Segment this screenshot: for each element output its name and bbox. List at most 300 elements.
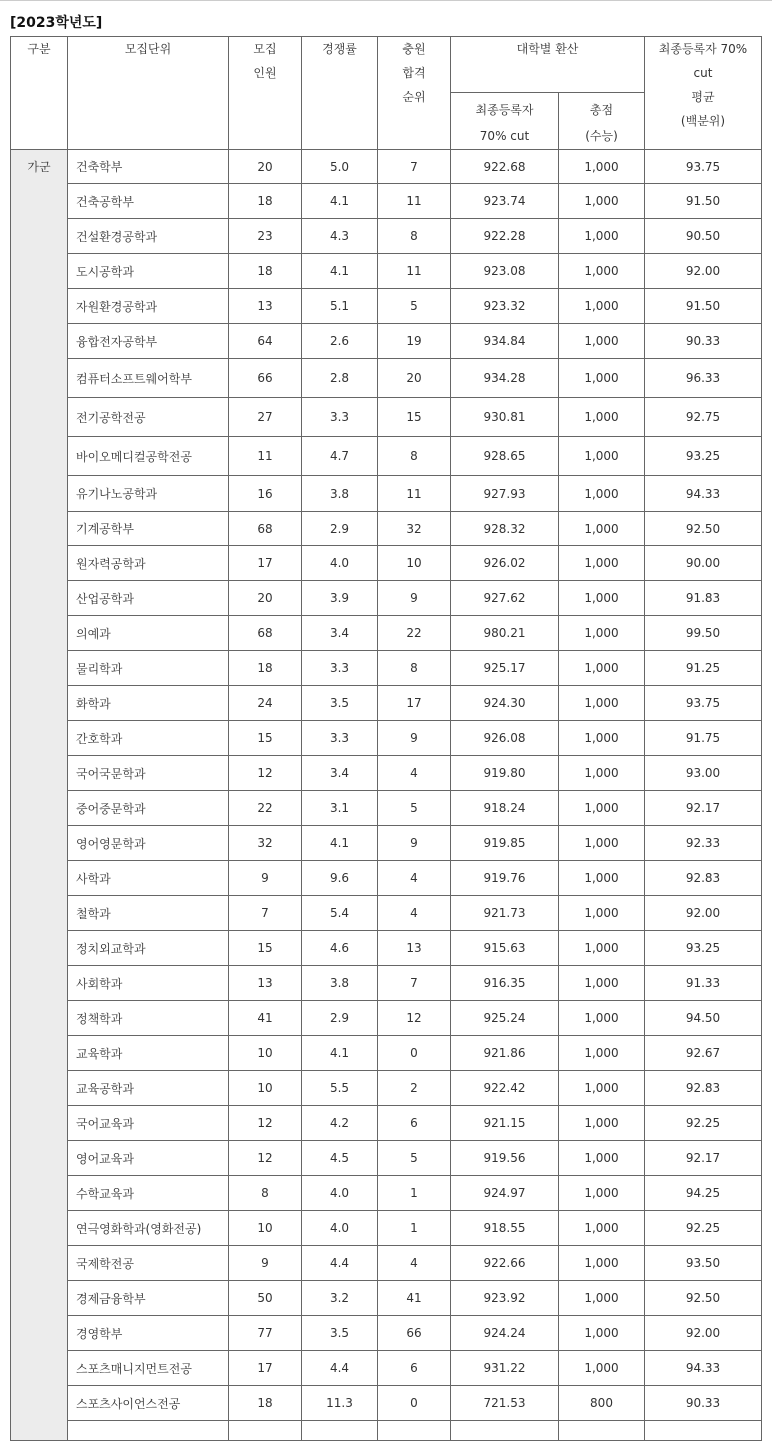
conv-cut-cell: 923.32 xyxy=(451,289,559,324)
conv-cut-cell: 924.97 xyxy=(451,1176,559,1211)
group-label: 가군 xyxy=(11,150,68,1441)
total-score-cell: 1,000 xyxy=(559,861,645,896)
quota-cell: 68 xyxy=(229,616,302,651)
quota-cell: 18 xyxy=(229,651,302,686)
ratio-cell: 4.5 xyxy=(302,1141,378,1176)
ratio-cell: 4.1 xyxy=(302,826,378,861)
table-row xyxy=(11,861,762,896)
percentile-cell: 93.25 xyxy=(645,437,762,476)
table-row xyxy=(11,966,762,1001)
total-score-cell: 1,000 xyxy=(559,1316,645,1351)
rank-cell: 10 xyxy=(378,546,451,581)
ratio-cell: 2.9 xyxy=(302,512,378,546)
quota-cell: 10 xyxy=(229,1036,302,1071)
rank-cell: 9 xyxy=(378,826,451,861)
percentile-cell: 90.33 xyxy=(645,324,762,359)
table-row xyxy=(11,1176,762,1211)
total-score-cell: 1,000 xyxy=(559,1176,645,1211)
table-row xyxy=(11,826,762,861)
ratio-cell: 4.2 xyxy=(302,1106,378,1141)
quota-cell: 18 xyxy=(229,254,302,289)
ratio-cell: 3.9 xyxy=(302,581,378,616)
conv-cut-cell: 925.17 xyxy=(451,651,559,686)
unit-name-cell: 물리학과 xyxy=(68,651,229,686)
conv-cut-cell: 916.35 xyxy=(451,966,559,1001)
table-row xyxy=(11,721,762,756)
page-title: [2023학년도] xyxy=(10,15,103,31)
table-row xyxy=(11,289,762,324)
table-row xyxy=(11,931,762,966)
conv-cut-cell: 925.24 xyxy=(451,1001,559,1036)
rank-cell: 11 xyxy=(378,254,451,289)
quota-cell: 12 xyxy=(229,1141,302,1176)
percentile-cell: 92.17 xyxy=(645,791,762,826)
table-row xyxy=(11,1106,762,1141)
quota-cell: 27 xyxy=(229,398,302,437)
percentile-cell: 91.50 xyxy=(645,184,762,219)
table-row xyxy=(11,324,762,359)
unit-name-cell: 스포츠사이언스전공 xyxy=(68,1386,229,1421)
percentile-cell: 90.00 xyxy=(645,546,762,581)
rank-cell: 8 xyxy=(378,219,451,254)
ratio-cell: 4.4 xyxy=(302,1246,378,1281)
unit-name-cell: 수학교육과 xyxy=(68,1176,229,1211)
header-gubun: 구분 xyxy=(11,37,68,150)
unit-name-cell: 중어중문학과 xyxy=(68,791,229,826)
quota-cell: 20 xyxy=(229,150,302,184)
conv-cut-cell: 923.74 xyxy=(451,184,559,219)
total-score-cell: 1,000 xyxy=(559,826,645,861)
percentile-cell: 92.50 xyxy=(645,512,762,546)
total-score-cell: 1,000 xyxy=(559,219,645,254)
table-row xyxy=(11,1316,762,1351)
rank-cell: 66 xyxy=(378,1316,451,1351)
table-row xyxy=(11,1246,762,1281)
rank-cell: 0 xyxy=(378,1386,451,1421)
quota-cell: 15 xyxy=(229,931,302,966)
total-score-cell: 1,000 xyxy=(559,651,645,686)
total-score-cell: 1,000 xyxy=(559,581,645,616)
table-row xyxy=(11,359,762,398)
percentile-cell: 91.83 xyxy=(645,581,762,616)
rank-cell: 6 xyxy=(378,1106,451,1141)
ratio-cell: 4.1 xyxy=(302,1036,378,1071)
table-row xyxy=(11,1071,762,1106)
ratio-cell: 3.5 xyxy=(302,686,378,721)
ratio-cell: 4.0 xyxy=(302,1211,378,1246)
unit-name-cell: 교육공학과 xyxy=(68,1071,229,1106)
total-score-cell: 1,000 xyxy=(559,359,645,398)
ratio-cell: 2.8 xyxy=(302,359,378,398)
header-rank: 충원 합격 순위 xyxy=(378,37,451,150)
rank-cell: 41 xyxy=(378,1281,451,1316)
header-conversion: 대학별 환산 xyxy=(451,37,645,93)
unit-name-cell: 철학과 xyxy=(68,896,229,931)
quota-cell: 32 xyxy=(229,826,302,861)
conv-cut-cell: 919.85 xyxy=(451,826,559,861)
percentile-cell: 92.00 xyxy=(645,1316,762,1351)
rank-cell: 11 xyxy=(378,184,451,219)
table-row xyxy=(11,254,762,289)
percentile-cell: 93.25 xyxy=(645,931,762,966)
conv-cut-cell: 922.66 xyxy=(451,1246,559,1281)
table-row xyxy=(11,150,762,184)
conv-cut-cell: 921.73 xyxy=(451,896,559,931)
ratio-cell: 5.5 xyxy=(302,1071,378,1106)
table-row xyxy=(11,476,762,512)
quota-cell: 10 xyxy=(229,1211,302,1246)
unit-name-cell: 정책학과 xyxy=(68,1001,229,1036)
ratio-cell: 4.0 xyxy=(302,546,378,581)
quota-cell: 50 xyxy=(229,1281,302,1316)
table-row xyxy=(11,1351,762,1386)
quota-cell: 11 xyxy=(229,437,302,476)
rank-cell: 5 xyxy=(378,1141,451,1176)
ratio-cell: 5.0 xyxy=(302,150,378,184)
unit-name-cell: 경영학부 xyxy=(68,1316,229,1351)
total-score-cell: 1,000 xyxy=(559,931,645,966)
quota-cell: 20 xyxy=(229,581,302,616)
total-score-cell: 1,000 xyxy=(559,512,645,546)
conv-cut-cell: 931.22 xyxy=(451,1351,559,1386)
percentile-cell: 92.00 xyxy=(645,896,762,931)
quota-cell: 23 xyxy=(229,219,302,254)
empty-cell xyxy=(451,1421,559,1441)
rank-cell: 7 xyxy=(378,966,451,1001)
total-score-cell: 1,000 xyxy=(559,1281,645,1316)
conv-cut-cell: 927.93 xyxy=(451,476,559,512)
table-row xyxy=(11,184,762,219)
unit-name-cell: 자원환경공학과 xyxy=(68,289,229,324)
table-row xyxy=(11,651,762,686)
rank-cell: 4 xyxy=(378,861,451,896)
conv-cut-cell: 918.55 xyxy=(451,1211,559,1246)
empty-cell xyxy=(645,1421,762,1441)
quota-cell: 24 xyxy=(229,686,302,721)
conv-cut-cell: 918.24 xyxy=(451,791,559,826)
header-ratio: 경쟁률 xyxy=(302,37,378,150)
empty-cell xyxy=(68,1421,229,1441)
header-percentile: 최종등록자 70% cut 평균 (백분위) xyxy=(645,37,762,150)
ratio-cell: 2.9 xyxy=(302,1001,378,1036)
table-row xyxy=(11,398,762,437)
percentile-cell: 92.00 xyxy=(645,254,762,289)
rank-cell: 8 xyxy=(378,437,451,476)
ratio-cell: 3.8 xyxy=(302,476,378,512)
rank-cell: 4 xyxy=(378,756,451,791)
unit-name-cell: 국어국문학과 xyxy=(68,756,229,791)
quota-cell: 17 xyxy=(229,546,302,581)
conv-cut-cell: 928.32 xyxy=(451,512,559,546)
quota-cell: 16 xyxy=(229,476,302,512)
rank-cell: 11 xyxy=(378,476,451,512)
table-row xyxy=(11,219,762,254)
unit-name-cell: 바이오메디컬공학전공 xyxy=(68,437,229,476)
conv-cut-cell: 930.81 xyxy=(451,398,559,437)
ratio-cell: 3.4 xyxy=(302,616,378,651)
percentile-cell: 92.33 xyxy=(645,826,762,861)
rank-cell: 9 xyxy=(378,581,451,616)
unit-name-cell: 의예과 xyxy=(68,616,229,651)
conv-cut-cell: 927.62 xyxy=(451,581,559,616)
empty-cell xyxy=(559,1421,645,1441)
quota-cell: 10 xyxy=(229,1071,302,1106)
ratio-cell: 3.2 xyxy=(302,1281,378,1316)
quota-cell: 9 xyxy=(229,861,302,896)
unit-name-cell: 경제금융학부 xyxy=(68,1281,229,1316)
quota-cell: 8 xyxy=(229,1176,302,1211)
total-score-cell: 1,000 xyxy=(559,1211,645,1246)
ratio-cell: 4.1 xyxy=(302,184,378,219)
header-unit: 모집단위 xyxy=(68,37,229,150)
table-row xyxy=(11,546,762,581)
conv-cut-cell: 921.15 xyxy=(451,1106,559,1141)
ratio-cell: 3.3 xyxy=(302,398,378,437)
percentile-cell: 90.33 xyxy=(645,1386,762,1421)
total-score-cell: 1,000 xyxy=(559,476,645,512)
header-quota: 모집 인원 xyxy=(229,37,302,150)
quota-cell: 17 xyxy=(229,1351,302,1386)
rank-cell: 1 xyxy=(378,1211,451,1246)
percentile-cell: 94.33 xyxy=(645,476,762,512)
conv-cut-cell: 919.56 xyxy=(451,1141,559,1176)
unit-name-cell: 전기공학전공 xyxy=(68,398,229,437)
unit-name-cell: 도시공학과 xyxy=(68,254,229,289)
ratio-cell: 3.4 xyxy=(302,756,378,791)
unit-name-cell: 건축공학부 xyxy=(68,184,229,219)
table-row xyxy=(11,437,762,476)
percentile-cell: 94.50 xyxy=(645,1001,762,1036)
table-row xyxy=(11,616,762,651)
table-row xyxy=(11,512,762,546)
ratio-cell: 4.6 xyxy=(302,931,378,966)
quota-cell: 66 xyxy=(229,359,302,398)
ratio-cell: 3.3 xyxy=(302,651,378,686)
conv-cut-cell: 923.92 xyxy=(451,1281,559,1316)
unit-name-cell: 컴퓨터소프트웨어학부 xyxy=(68,359,229,398)
total-score-cell: 1,000 xyxy=(559,756,645,791)
percentile-cell: 92.67 xyxy=(645,1036,762,1071)
percentile-cell: 93.75 xyxy=(645,150,762,184)
unit-name-cell: 스포츠매니지먼트전공 xyxy=(68,1351,229,1386)
percentile-cell: 92.25 xyxy=(645,1211,762,1246)
quota-cell: 15 xyxy=(229,721,302,756)
conv-cut-cell: 919.76 xyxy=(451,861,559,896)
rank-cell: 6 xyxy=(378,1351,451,1386)
conv-cut-cell: 922.28 xyxy=(451,219,559,254)
conv-cut-cell: 934.84 xyxy=(451,324,559,359)
unit-name-cell: 국어교육과 xyxy=(68,1106,229,1141)
table-row xyxy=(11,756,762,791)
percentile-cell: 94.25 xyxy=(645,1176,762,1211)
unit-name-cell: 영어영문학과 xyxy=(68,826,229,861)
total-score-cell: 1,000 xyxy=(559,184,645,219)
ratio-cell: 3.5 xyxy=(302,1316,378,1351)
percentile-cell: 93.75 xyxy=(645,686,762,721)
total-score-cell: 1,000 xyxy=(559,966,645,1001)
table-row xyxy=(11,686,762,721)
unit-name-cell: 건축학부 xyxy=(68,150,229,184)
percentile-cell: 91.50 xyxy=(645,289,762,324)
rank-cell: 1 xyxy=(378,1176,451,1211)
ratio-cell: 4.0 xyxy=(302,1176,378,1211)
percentile-cell: 92.17 xyxy=(645,1141,762,1176)
percentile-cell: 92.83 xyxy=(645,861,762,896)
table-row xyxy=(11,896,762,931)
rank-cell: 15 xyxy=(378,398,451,437)
total-score-cell: 1,000 xyxy=(559,686,645,721)
quota-cell: 77 xyxy=(229,1316,302,1351)
rank-cell: 4 xyxy=(378,1246,451,1281)
unit-name-cell: 유기나노공학과 xyxy=(68,476,229,512)
total-score-cell: 1,000 xyxy=(559,150,645,184)
table-row xyxy=(11,581,762,616)
total-score-cell: 1,000 xyxy=(559,437,645,476)
total-score-cell: 1,000 xyxy=(559,1001,645,1036)
unit-name-cell: 융합전자공학부 xyxy=(68,324,229,359)
quota-cell: 13 xyxy=(229,289,302,324)
conv-cut-cell: 934.28 xyxy=(451,359,559,398)
conv-cut-cell: 924.24 xyxy=(451,1316,559,1351)
ratio-cell: 3.3 xyxy=(302,721,378,756)
total-score-cell: 1,000 xyxy=(559,896,645,931)
conv-cut-cell: 922.68 xyxy=(451,150,559,184)
unit-name-cell: 원자력공학과 xyxy=(68,546,229,581)
quota-cell: 7 xyxy=(229,896,302,931)
header-conv-cut: 최종등록자 70% cut xyxy=(451,93,559,150)
total-score-cell: 1,000 xyxy=(559,1106,645,1141)
percentile-cell: 94.33 xyxy=(645,1351,762,1386)
total-score-cell: 1,000 xyxy=(559,616,645,651)
header-total: 총점 (수능) xyxy=(559,93,645,150)
conv-cut-cell: 923.08 xyxy=(451,254,559,289)
percentile-cell: 99.50 xyxy=(645,616,762,651)
table-row-partial xyxy=(11,1421,762,1441)
ratio-cell: 9.6 xyxy=(302,861,378,896)
empty-cell xyxy=(378,1421,451,1441)
table-row xyxy=(11,1211,762,1246)
total-score-cell: 1,000 xyxy=(559,289,645,324)
unit-name-cell: 산업공학과 xyxy=(68,581,229,616)
rank-cell: 13 xyxy=(378,931,451,966)
quota-cell: 68 xyxy=(229,512,302,546)
rank-cell: 22 xyxy=(378,616,451,651)
quota-cell: 9 xyxy=(229,1246,302,1281)
unit-name-cell: 건설환경공학과 xyxy=(68,219,229,254)
rank-cell: 7 xyxy=(378,150,451,184)
unit-name-cell: 영어교육과 xyxy=(68,1141,229,1176)
percentile-cell: 91.33 xyxy=(645,966,762,1001)
rank-cell: 2 xyxy=(378,1071,451,1106)
percentile-cell: 92.25 xyxy=(645,1106,762,1141)
quota-cell: 12 xyxy=(229,756,302,791)
rank-cell: 32 xyxy=(378,512,451,546)
total-score-cell: 1,000 xyxy=(559,721,645,756)
conv-cut-cell: 721.53 xyxy=(451,1386,559,1421)
total-score-cell: 1,000 xyxy=(559,1141,645,1176)
table-row xyxy=(11,1141,762,1176)
percentile-cell: 92.50 xyxy=(645,1281,762,1316)
percentile-cell: 91.25 xyxy=(645,651,762,686)
conv-cut-cell: 924.30 xyxy=(451,686,559,721)
total-score-cell: 1,000 xyxy=(559,254,645,289)
total-score-cell: 1,000 xyxy=(559,398,645,437)
conv-cut-cell: 922.42 xyxy=(451,1071,559,1106)
quota-cell: 18 xyxy=(229,1386,302,1421)
conv-cut-cell: 926.02 xyxy=(451,546,559,581)
rank-cell: 8 xyxy=(378,651,451,686)
quota-cell: 13 xyxy=(229,966,302,1001)
rank-cell: 17 xyxy=(378,686,451,721)
rank-cell: 12 xyxy=(378,1001,451,1036)
unit-name-cell: 정치외교학과 xyxy=(68,931,229,966)
percentile-cell: 93.50 xyxy=(645,1246,762,1281)
ratio-cell: 11.3 xyxy=(302,1386,378,1421)
table-row xyxy=(11,791,762,826)
conv-cut-cell: 919.80 xyxy=(451,756,559,791)
rank-cell: 9 xyxy=(378,721,451,756)
table-row xyxy=(11,1001,762,1036)
quota-cell: 22 xyxy=(229,791,302,826)
top-divider xyxy=(0,0,772,1)
quota-cell: 18 xyxy=(229,184,302,219)
unit-name-cell: 기계공학부 xyxy=(68,512,229,546)
table-row xyxy=(11,1386,762,1421)
table-row xyxy=(11,1281,762,1316)
total-score-cell: 1,000 xyxy=(559,546,645,581)
rank-cell: 0 xyxy=(378,1036,451,1071)
unit-name-cell: 화학과 xyxy=(68,686,229,721)
unit-name-cell: 사학과 xyxy=(68,861,229,896)
conv-cut-cell: 980.21 xyxy=(451,616,559,651)
unit-name-cell: 사회학과 xyxy=(68,966,229,1001)
rank-cell: 4 xyxy=(378,896,451,931)
quota-cell: 12 xyxy=(229,1106,302,1141)
ratio-cell: 5.4 xyxy=(302,896,378,931)
percentile-cell: 96.33 xyxy=(645,359,762,398)
conv-cut-cell: 921.86 xyxy=(451,1036,559,1071)
rank-cell: 19 xyxy=(378,324,451,359)
conv-cut-cell: 928.65 xyxy=(451,437,559,476)
unit-name-cell: 교육학과 xyxy=(68,1036,229,1071)
total-score-cell: 1,000 xyxy=(559,1351,645,1386)
quota-cell: 64 xyxy=(229,324,302,359)
admission-results-table xyxy=(10,36,762,1441)
ratio-cell: 4.3 xyxy=(302,219,378,254)
rank-cell: 20 xyxy=(378,359,451,398)
ratio-cell: 5.1 xyxy=(302,289,378,324)
ratio-cell: 4.7 xyxy=(302,437,378,476)
total-score-cell: 1,000 xyxy=(559,1036,645,1071)
percentile-cell: 90.50 xyxy=(645,219,762,254)
unit-name-cell: 간호학과 xyxy=(68,721,229,756)
total-score-cell: 1,000 xyxy=(559,1071,645,1106)
empty-cell xyxy=(229,1421,302,1441)
ratio-cell: 4.4 xyxy=(302,1351,378,1386)
total-score-cell: 1,000 xyxy=(559,791,645,826)
total-score-cell: 1,000 xyxy=(559,324,645,359)
percentile-cell: 93.00 xyxy=(645,756,762,791)
rank-cell: 5 xyxy=(378,791,451,826)
table-row xyxy=(11,1036,762,1071)
ratio-cell: 3.8 xyxy=(302,966,378,1001)
ratio-cell: 3.1 xyxy=(302,791,378,826)
percentile-cell: 92.75 xyxy=(645,398,762,437)
unit-name-cell: 연극영화학과(영화전공) xyxy=(68,1211,229,1246)
empty-cell xyxy=(302,1421,378,1441)
conv-cut-cell: 926.08 xyxy=(451,721,559,756)
total-score-cell: 800 xyxy=(559,1386,645,1421)
